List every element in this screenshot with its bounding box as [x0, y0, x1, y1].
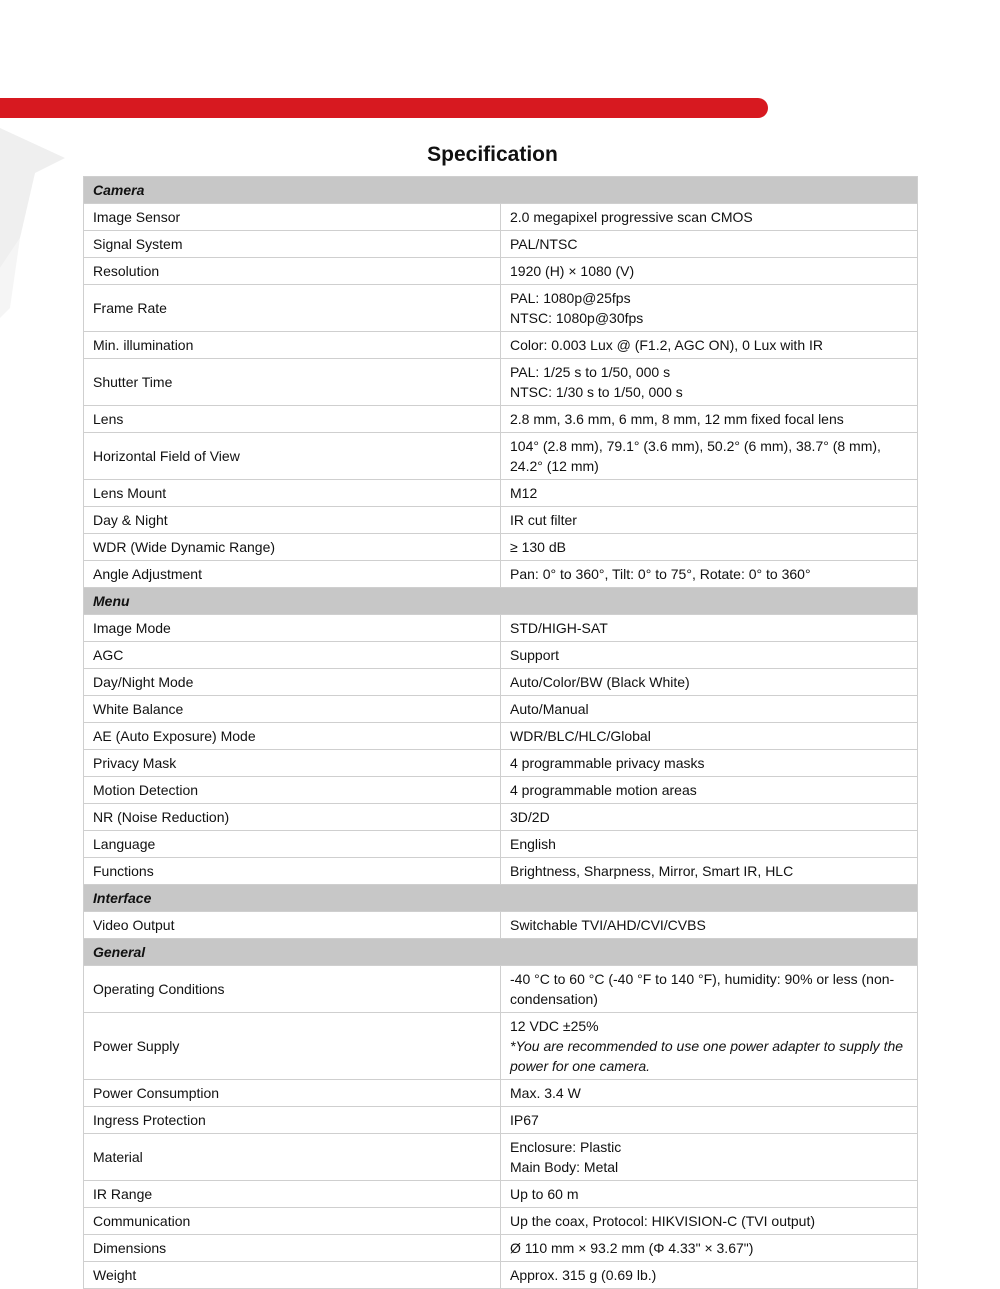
spec-value [501, 433, 918, 480]
table-row [84, 777, 918, 804]
spec-label: NR (Noise Reduction) [84, 804, 501, 831]
spec-label: Motion Detection [84, 777, 501, 804]
spec-table [83, 176, 918, 1289]
spec-value [501, 831, 918, 858]
table-row [84, 750, 918, 777]
table-row [84, 359, 918, 406]
spec-value-line: NTSC: 1/30 s to 1/50, 000 s [510, 384, 683, 400]
spec-value-line: 4 programmable motion areas [510, 782, 697, 798]
spec-value-line: IP67 [510, 1112, 539, 1128]
spec-value [501, 804, 918, 831]
spec-value [501, 1013, 918, 1080]
spec-value [501, 1134, 918, 1181]
spec-value [501, 359, 918, 406]
spec-label: Signal System [84, 231, 501, 258]
spec-value-line: 2.8 mm, 3.6 mm, 6 mm, 8 mm, 12 mm fixed focal lens [510, 411, 844, 427]
spec-label: IR Range [84, 1181, 501, 1208]
spec-label: Resolution [84, 258, 501, 285]
spec-value [501, 204, 918, 231]
spec-label: Language [84, 831, 501, 858]
spec-value [501, 1107, 918, 1134]
spec-value [501, 406, 918, 433]
spec-label: Horizontal Field of View [84, 433, 501, 480]
spec-label: Communication [84, 1208, 501, 1235]
spec-value [501, 258, 918, 285]
section-header-camera [84, 177, 918, 204]
spec-value-line: Switchable TVI/AHD/CVI/CVBS [510, 917, 706, 933]
spec-label: Privacy Mask [84, 750, 501, 777]
spec-value-line: 12 VDC ±25% [510, 1018, 599, 1034]
spec-label: AGC [84, 642, 501, 669]
table-row [84, 858, 918, 885]
spec-label: Day & Night [84, 507, 501, 534]
spec-value [501, 966, 918, 1013]
spec-label: Frame Rate [84, 285, 501, 332]
spec-label: AE (Auto Exposure) Mode [84, 723, 501, 750]
spec-label: Power Supply [84, 1013, 501, 1080]
spec-label: Power Consumption [84, 1080, 501, 1107]
spec-value-line: Max. 3.4 W [510, 1085, 581, 1101]
spec-value [501, 1208, 918, 1235]
table-row [84, 332, 918, 359]
spec-value-line: Color: 0.003 Lux @ (F1.2, AGC ON), 0 Lux with IR [510, 337, 823, 353]
section-title: General [84, 939, 918, 966]
table-row [84, 1181, 918, 1208]
spec-value [501, 696, 918, 723]
spec-value-line: 3D/2D [510, 809, 550, 825]
spec-value [501, 231, 918, 258]
table-row [84, 1134, 918, 1181]
spec-value [501, 480, 918, 507]
spec-value [501, 723, 918, 750]
table-row [84, 966, 918, 1013]
section-title: Menu [84, 588, 918, 615]
table-row [84, 534, 918, 561]
spec-value [501, 561, 918, 588]
spec-value [501, 332, 918, 359]
spec-label: Material [84, 1134, 501, 1181]
spec-value [501, 285, 918, 332]
spec-label: Lens [84, 406, 501, 433]
spec-value-line: English [510, 836, 556, 852]
spec-value [501, 777, 918, 804]
spec-value-line: Brightness, Sharpness, Mirror, Smart IR, HLC [510, 863, 794, 879]
spec-value-line: STD/HIGH-SAT [510, 620, 608, 636]
spec-value [501, 1262, 918, 1289]
spec-label: Angle Adjustment [84, 561, 501, 588]
spec-value [501, 1235, 918, 1262]
spec-value [501, 669, 918, 696]
spec-value-line: Pan: 0° to 360°, Tilt: 0° to 75°, Rotate: 0° to 360° [510, 566, 811, 582]
table-row [84, 406, 918, 433]
spec-value [501, 1181, 918, 1208]
spec-value-line: WDR/BLC/HLC/Global [510, 728, 651, 744]
table-row [84, 804, 918, 831]
spec-value-line: PAL/NTSC [510, 236, 578, 252]
table-row [84, 831, 918, 858]
spec-label: Day/Night Mode [84, 669, 501, 696]
spec-value-line: PAL: 1080p@25fps [510, 290, 631, 306]
section-header-interface [84, 885, 918, 912]
spec-value-line: Approx. 315 g (0.69 lb.) [510, 1267, 657, 1283]
spec-label: White Balance [84, 696, 501, 723]
spec-value-line: Up the coax, Protocol: HIKVISION-C (TVI output) [510, 1213, 815, 1229]
spec-value-note: *You are recommended to use one power adapter to supply the power for one camera. [510, 1038, 904, 1074]
table-row [84, 1013, 918, 1080]
table-row [84, 1080, 918, 1107]
table-row [84, 204, 918, 231]
table-row [84, 507, 918, 534]
spec-value [501, 1080, 918, 1107]
spec-value [501, 507, 918, 534]
spec-value [501, 858, 918, 885]
section-title: Camera [84, 177, 918, 204]
spec-label: Image Mode [84, 615, 501, 642]
spec-value-line: Ø 110 mm × 93.2 mm (Φ 4.33" × 3.67") [510, 1240, 754, 1256]
spec-label: Video Output [84, 912, 501, 939]
spec-label: Functions [84, 858, 501, 885]
spec-value-line: Support [510, 647, 560, 663]
section-header-general [84, 939, 918, 966]
table-row [84, 433, 918, 480]
table-row [84, 480, 918, 507]
table-row [84, 1208, 918, 1235]
spec-value-line: 1920 (H) × 1080 (V) [510, 263, 635, 279]
spec-value-line: ≥ 130 dB [510, 539, 566, 555]
spec-value-line: Main Body: Metal [510, 1159, 619, 1175]
spec-value-line: NTSC: 1080p@30fps [510, 310, 644, 326]
spec-label: Lens Mount [84, 480, 501, 507]
table-row [84, 669, 918, 696]
table-row [84, 561, 918, 588]
table-row [84, 642, 918, 669]
spec-label: Image Sensor [84, 204, 501, 231]
spec-value-line: PAL: 1/25 s to 1/50, 000 s [510, 364, 671, 380]
spec-label: WDR (Wide Dynamic Range) [84, 534, 501, 561]
spec-value-line: M12 [510, 485, 538, 501]
spec-value [501, 912, 918, 939]
spec-label: Min. illumination [84, 332, 501, 359]
spec-label: Operating Conditions [84, 966, 501, 1013]
spec-value-line: IR cut filter [510, 512, 577, 528]
spec-label: Ingress Protection [84, 1107, 501, 1134]
spec-value [501, 642, 918, 669]
spec-value-line: Auto/Color/BW (Black White) [510, 674, 690, 690]
spec-value-line: 104° (2.8 mm), 79.1° (3.6 mm), 50.2° (6 mm), 38.7° (8 mm), 24.2° (12 mm) [510, 438, 881, 474]
table-row [84, 615, 918, 642]
spec-label: Shutter Time [84, 359, 501, 406]
spec-value-line: 2.0 megapixel progressive scan CMOS [510, 209, 753, 225]
spec-value [501, 534, 918, 561]
spec-value [501, 615, 918, 642]
table-row [84, 231, 918, 258]
spec-label: Weight [84, 1262, 501, 1289]
table-row [84, 1107, 918, 1134]
table-row [84, 696, 918, 723]
header-red-bar [0, 98, 768, 118]
table-row [84, 258, 918, 285]
table-row [84, 912, 918, 939]
spec-value-line: Auto/Manual [510, 701, 589, 717]
spec-value-line: 4 programmable privacy masks [510, 755, 705, 771]
spec-value-line: -40 °C to 60 °C (-40 °F to 140 °F), humidity: 90% or less (non-condensation) [510, 971, 895, 1007]
table-row [84, 1235, 918, 1262]
table-row [84, 1262, 918, 1289]
table-row [84, 723, 918, 750]
table-row [84, 285, 918, 332]
spec-value-line: Up to 60 m [510, 1186, 579, 1202]
spec-value-line: Enclosure: Plastic [510, 1139, 622, 1155]
page-title: Specification [427, 143, 558, 166]
spec-label: Dimensions [84, 1235, 501, 1262]
section-title: Interface [84, 885, 918, 912]
spec-value [501, 750, 918, 777]
section-header-menu [84, 588, 918, 615]
